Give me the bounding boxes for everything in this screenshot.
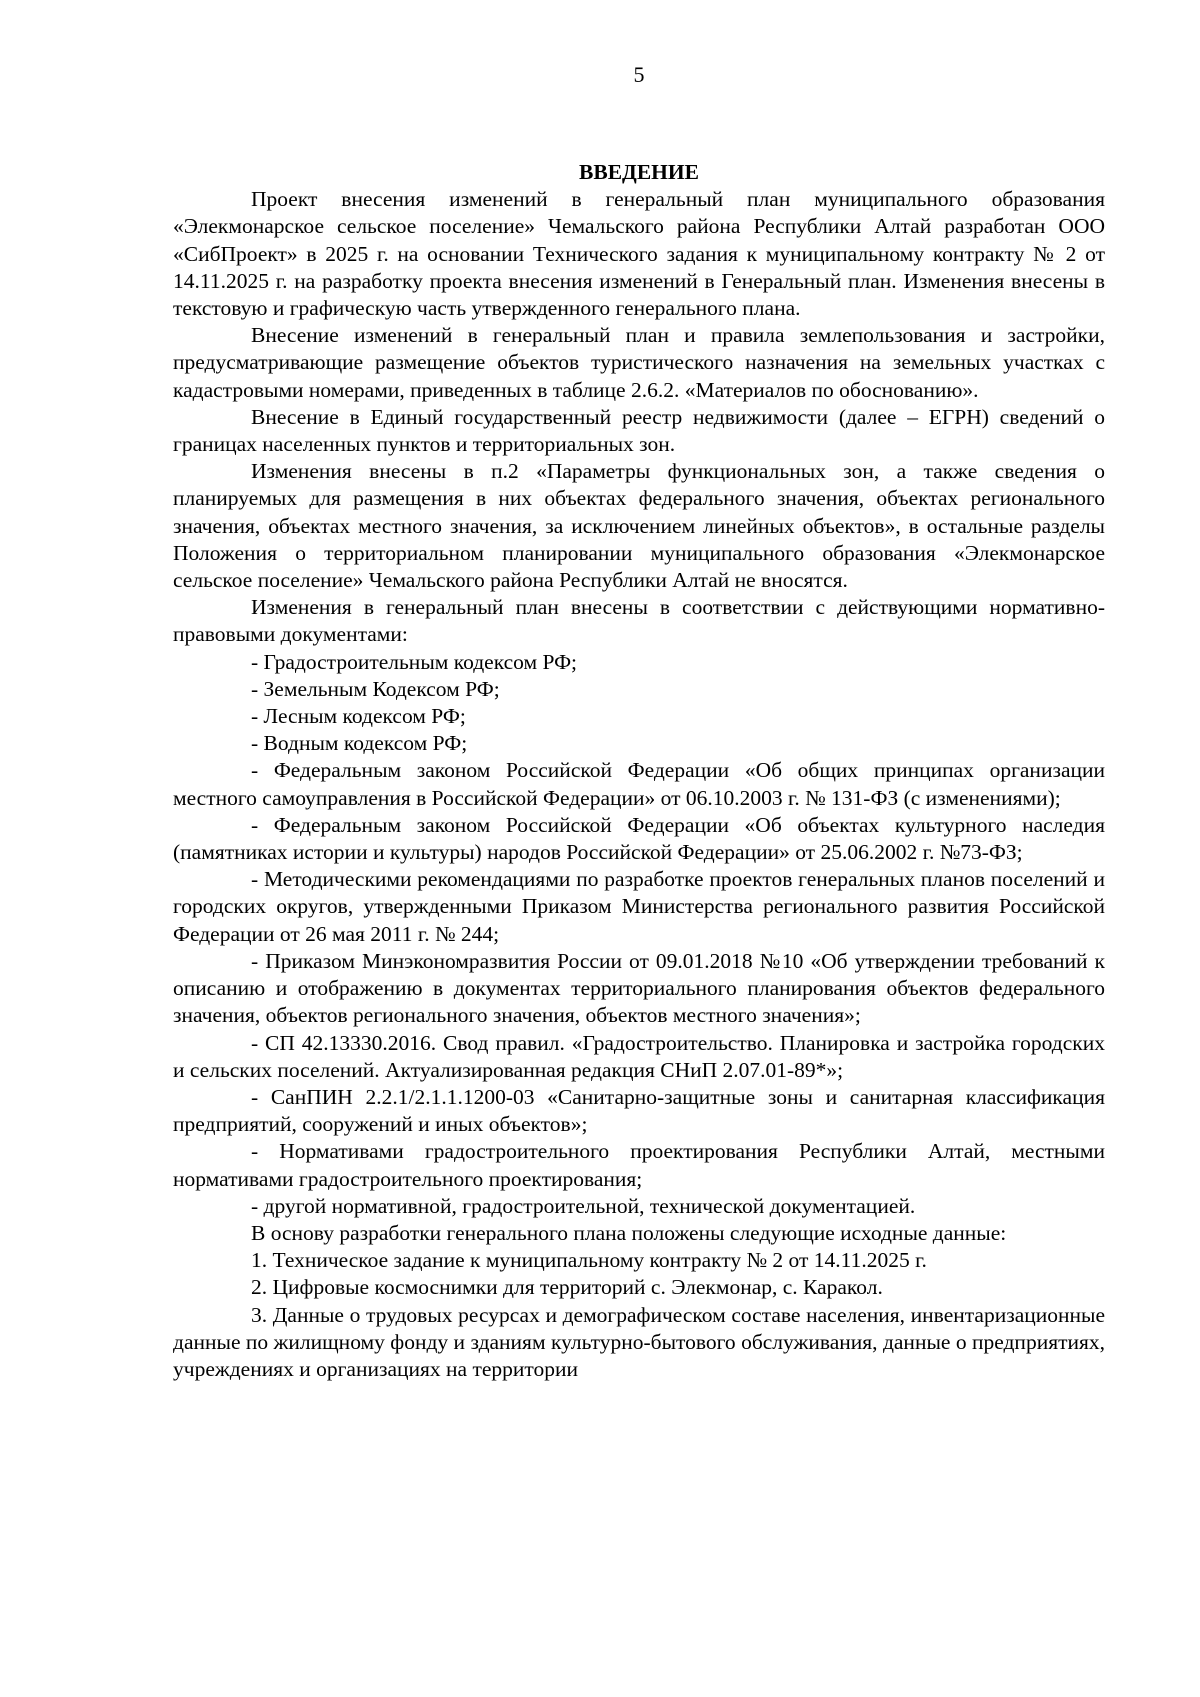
paragraph-source-data-intro: В основу разработки генерального плана положены следующие исходные данные: (251, 1220, 1007, 1245)
regulation-item: - Приказом Минэкономразвития России от 09.01.2018 №10 «Об утверждении требований к описанию и отображению в документах территориального планирования объектов федерального значения, объектов регионального значения, объектов местного значения»; (173, 948, 1105, 1028)
document-page (173, 62, 1105, 1383)
source-data-item: 2. Цифровые космоснимки для территорий с. Элекмонар, с. Каракол. (251, 1275, 883, 1300)
regulation-item: - СанПИН 2.2.1/2.1.1.1200-03 «Санитарно-защитные зоны и санитарная классификация предприятий, сооружений и иных объектов»; (173, 1084, 1105, 1137)
paragraph-intro: Проект внесения изменений в генеральный план муниципального образования «Элекмонарское сельское поселение» Чемальского района Республики Алтай разработан ООО «СибПроект» в 2025 г. на основании Технического задания к муниципальному контракту № 2 от 14.11.2025 г. на разработку проекта внесения изменений в Генеральный план. Изменения внесены в текстовую и графическую часть утвержденного генерального плана. (173, 187, 1105, 321)
paragraph-changes-section: Изменения внесены в п.2 «Параметры функциональных зон, а также сведения о планируемых для размещения в них объектах федерального значения, объектах регионального значения, объектах местного значения, за исключением линейных объектов», в остальные разделы Положения о территориальном планировании муниципального образования «Элекмонарское сельское поселение» Чемальского района Республики Алтай не вносятся. (173, 459, 1105, 593)
regulation-item: - СП 42.13330.2016. Свод правил. «Градостроительство. Планировка и застройка городских и сельских поселений. Актуализированная редакция СНиП 2.07.01-89*»; (173, 1030, 1105, 1082)
regulation-item: - Федеральным законом Российской Федерации «Об объектах культурного наследия (памятниках истории и культуры) народов Российской Федерации» от 25.06.2002 г. №73-ФЗ; (173, 812, 1105, 865)
source-data-item: 3. Данные о трудовых ресурсах и демографическом составе населения, инвентаризационные данные по жилищному фонду и зданиям культурно-бытового обслуживания, данные о предприятиях, учреждениях и организациях на территории (173, 1302, 1105, 1381)
regulation-item: - Методическими рекомендациями по разработке проектов генеральных планов поселений и городских округов, утвержденными Приказом Министерства регионального развития Российской Федерации от 26 мая 2011 г. № 244; (173, 867, 1105, 946)
regulation-item: - Федеральным законом Российской Федерации «Об общих принципах организации местного самоуправления в Российской Федерации» от 06.10.2003 г. № 131-ФЗ (с изменениями); (173, 758, 1105, 810)
regulation-item: - Земельным Кодексом РФ; (251, 676, 500, 701)
regulation-item: - Градостроительным кодексом РФ; (251, 649, 578, 674)
section-heading: ВВЕДЕНИЕ (579, 160, 699, 184)
regulation-item: - Лесным кодексом РФ; (251, 704, 466, 729)
page-number: 5 (633, 62, 645, 87)
regulation-item: - Водным кодексом РФ; (251, 731, 468, 756)
paragraph-changes-scope: Внесение изменений в генеральный план и правила землепользования и застройки, предусматривающие размещение объектов туристического назначения на земельных участках с кадастровыми номерами, приведенных в таблице 2.6.2. «Материалов по обоснованию». (173, 323, 1105, 402)
regulation-item: - другой нормативной, градостроительной, технической документацией. (251, 1193, 916, 1218)
paragraph-egrn: Внесение в Единый государственный реестр недвижимости (далее – ЕГРН) сведений о границах населенных пунктов и территориальных зон. (173, 404, 1105, 457)
source-data-item: 1. Техническое задание к муниципальному контракту № 2 от 14.11.2025 г. (251, 1248, 927, 1273)
paragraph-regulations-intro: Изменения в генеральный план внесены в соответствии с действующими нормативно-правовыми документами: (173, 595, 1105, 647)
regulation-item: - Нормативами градостроительного проектирования Республики Алтай, местными нормативами градостроительного проектирования; (173, 1139, 1105, 1191)
